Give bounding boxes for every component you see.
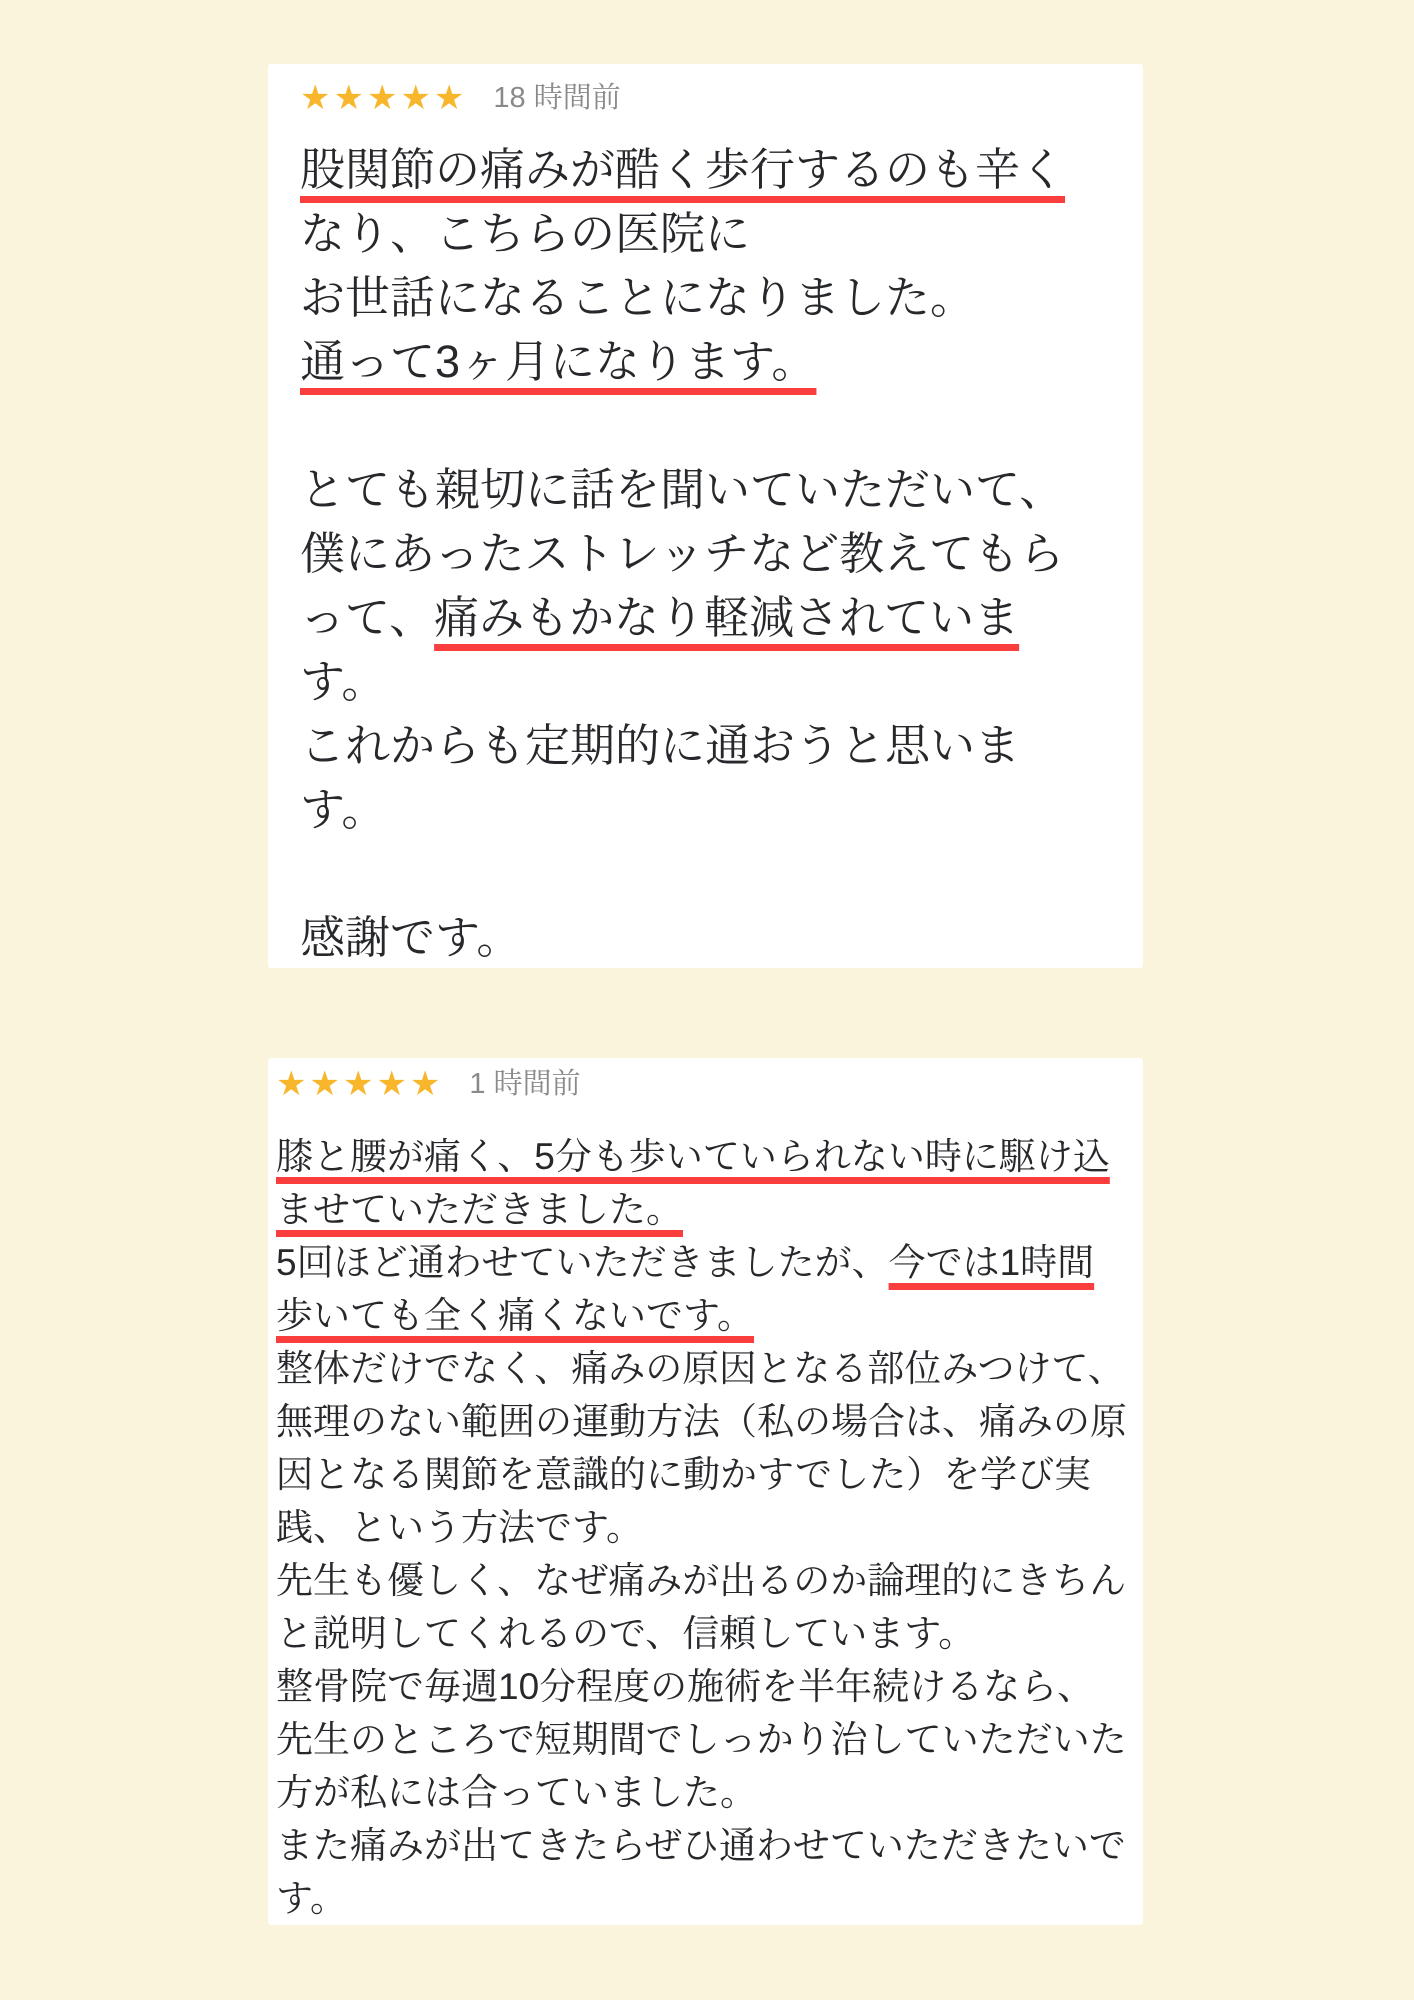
review-text-segment: 感謝です。 (300, 912, 522, 963)
highlighted-text-segment: 痛みもかなり軽減されていま (434, 592, 1020, 643)
review-card (268, 1058, 1143, 1925)
review-text-segment: 無理のない範囲の運動方法（私の場合は、痛みの原 (276, 1401, 1127, 1442)
review-line (276, 1660, 1133, 1713)
review-text-segment: 先生のところで短期間でしっかり治していただいた (276, 1719, 1127, 1760)
review-line (276, 1130, 1133, 1183)
review-line (276, 1236, 1133, 1289)
review-line (300, 138, 1113, 202)
review-text-segment: とても親切に話を聞いていただいて、 (300, 464, 1065, 515)
review-line (276, 1183, 1133, 1236)
review-text-segment: って、 (300, 592, 435, 643)
review-body (276, 1130, 1133, 1925)
review-line (276, 1766, 1133, 1819)
review-text-segment: 践、という方法です。 (276, 1507, 644, 1548)
review-line (276, 1501, 1133, 1554)
review-line (300, 394, 1113, 458)
review-line (300, 458, 1113, 522)
review-line (300, 778, 1113, 842)
review-line (300, 714, 1113, 778)
review-line (276, 1289, 1133, 1342)
review-text-segment: 整体だけでなく、痛みの原因となる部位みつけて、 (276, 1348, 1125, 1389)
highlighted-text-segment: 歩いても全く痛くないです。 (276, 1295, 755, 1336)
review-line (300, 586, 1113, 650)
review-text-segment: 因となる関節を意識的に動かすでした）を学び実 (276, 1454, 1092, 1495)
review-line (300, 266, 1113, 330)
review-header (276, 1064, 1133, 1104)
review-line (276, 1554, 1133, 1607)
review-text-segment: す。 (300, 784, 387, 835)
review-line (300, 650, 1113, 714)
star-rating-icons: ★★★★★ (276, 1065, 444, 1103)
highlighted-text-segment: 膝と腰が痛く、5分も歩いていられない時に駆け込 (276, 1136, 1110, 1177)
review-text-segment: す。 (300, 656, 387, 707)
highlighted-text-segment: 今では1時間 (888, 1242, 1095, 1283)
review-timestamp: 18 時間前 (493, 82, 621, 114)
review-line (300, 842, 1113, 906)
review-text-segment: 5回ほど通わせていただきましたが、 (276, 1242, 889, 1283)
review-text-segment: お世話になることになりました。 (300, 272, 976, 323)
review-line (276, 1607, 1133, 1660)
review-text-segment: す。 (276, 1878, 348, 1919)
review-text-segment: また痛みが出てきたらぜひ通わせていただきたいで (276, 1825, 1126, 1866)
review-text-segment: なり、こちらの医院に (300, 208, 751, 259)
highlighted-text-segment: 通って3ヶ月になります。 (300, 336, 817, 387)
review-line (276, 1342, 1133, 1395)
review-text-segment: 方が私には合っていました。 (276, 1772, 757, 1813)
review-line (276, 1395, 1133, 1448)
review-line (300, 202, 1113, 266)
review-text-segment: 整骨院で毎週10分程度の施術を半年続けるなら、 (276, 1666, 1095, 1707)
review-header (300, 78, 1113, 118)
review-line (300, 906, 1113, 968)
review-body (300, 138, 1113, 968)
review-timestamp: 1 時間前 (469, 1068, 581, 1100)
star-rating-icons: ★★★★★ (300, 79, 468, 117)
review-line (300, 522, 1113, 586)
review-text-segment: 僕にあったストレッチなど教えてもら (300, 528, 1065, 579)
review-line (276, 1872, 1133, 1925)
review-line (300, 330, 1113, 394)
review-line (276, 1448, 1133, 1501)
highlighted-text-segment: ませていただきました。 (276, 1189, 683, 1230)
review-text-segment: これからも定期的に通おうと思いま (300, 720, 1021, 771)
review-line (276, 1819, 1133, 1872)
review-text-segment: 先生も優しく、なぜ痛みが出るのか論理的にきちん (276, 1560, 1127, 1601)
review-card (268, 64, 1143, 968)
highlighted-text-segment: 股関節の痛みが酷く歩行するのも辛く (300, 144, 1066, 195)
review-line (276, 1713, 1133, 1766)
review-text-segment: と説明してくれるので、信頼しています。 (276, 1613, 976, 1654)
